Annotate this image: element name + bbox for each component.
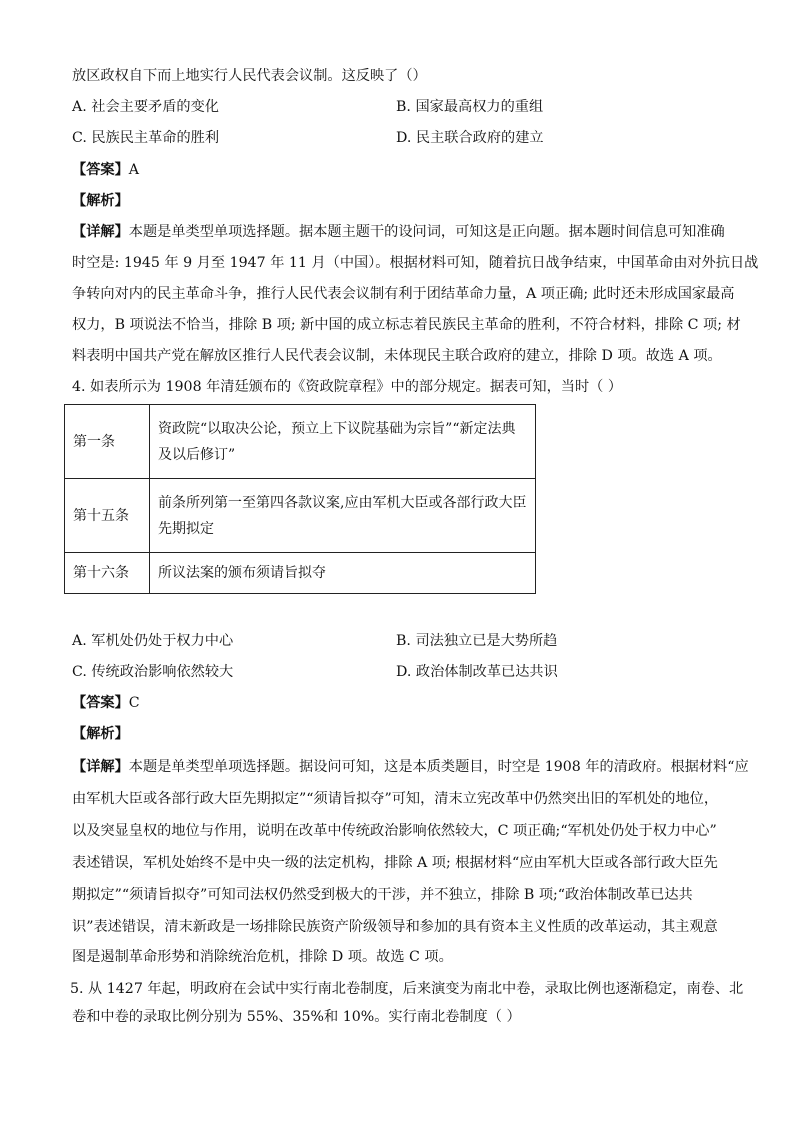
q3-answer-value: A [128, 162, 140, 178]
q5-stem-line-2: 卷和中卷的录取比例分别为 55%、35%和 10%。实行南北卷制度（ ） [72, 1009, 521, 1025]
q4-detail-line-7: 图是遏制革命形势和消除统治危机，排除 D 项。故选 C 项。 [72, 949, 453, 965]
q5-stem-line-1: 5. 从 1427 年起，明政府在会试中实行南北卷制度，后来演变为南北中卷，录取比例也逐渐稳定，南卷、北 [70, 981, 744, 997]
q4-stem: 4. 如表所示为 1908 年清廷颁布的《资政院章程》中的部分规定。据表可知，当时（ ） [72, 379, 623, 395]
q4-detail-line-3: 以及突显皇权的地位与作用，说明在改革中传统政治影响依然较大，C 项正确;“军机处仍处于权力中心” [72, 823, 717, 839]
q3-detail-tag: 【详解】 [72, 224, 129, 240]
table-row [65, 479, 536, 553]
q4-answer [72, 693, 140, 713]
q3-option-c: C. 民族民主革命的胜利 [72, 130, 220, 146]
table-cell-text: 资政院“以取决公论，预立上下议院基础为宗旨”“新定法典 及以后修订” [150, 405, 536, 479]
table-cell-article: 第十五条 [65, 479, 150, 553]
table-cell-article: 第十六条 [65, 553, 150, 594]
table-row [65, 405, 536, 479]
q4-option-a: A. 军机处仍处于权力中心 [72, 633, 234, 649]
q4-answer-tag: 【答案】 [72, 695, 129, 711]
q3-detail-line-4: 权力，B 项说法不恰当，排除 B 项; 新中国的成立标志着民族民主革命的胜利，不符合材料，排除 C 项; 材 [72, 317, 741, 333]
q3-detail-line-5: 料表明中国共产党在解放区推行人民代表会议制，未体现民主联合政府的建立，排除 D 项。故选 A 项。 [72, 348, 722, 364]
q4-detail-line-6: 识”表述错误，清末新政是一场排除民族资产阶级领导和参加的具有资本主义性质的改革运动，其主观意 [72, 919, 718, 935]
q4-option-b: B. 司法独立已是大势所趋 [396, 633, 558, 649]
q4-detail-line-4: 表述错误，军机处始终不是中央一级的法定机构，排除 A 项; 根据材料“应由军机大臣或各部行政大臣先 [72, 855, 718, 871]
q4-detail-tag: 【详解】 [72, 759, 129, 775]
q3-answer [72, 160, 139, 180]
table-cell-article: 第一条 [65, 405, 150, 479]
q3-detail-line-3: 争转向对内的民主革命斗争，推行人民代表会议制有利于团结革命力量，A 项正确; 此时还未形成国家最高 [72, 286, 735, 302]
q4-analysis-tag: 【解析】 [72, 726, 129, 742]
table-cell-text: 所议法案的颁布须请旨拟夺 [150, 553, 536, 594]
q4-detail-line-2: 由军机大臣或各部行政大臣先期拟定”“须请旨拟夺”可知，清末立宪改革中仍然突出旧的军机处的地位， [72, 791, 719, 807]
q4-answer-value: C [128, 695, 140, 711]
q4-option-c: C. 传统政治影响依然较大 [72, 664, 234, 680]
q3-option-d: D. 民主联合政府的建立 [396, 130, 544, 146]
q3-stem-tail: 放区政权自下而上地实行人民代表会议制。这反映了（） [72, 68, 427, 84]
table-cell-text: 前条所列第一至第四各款议案,应由军机大臣或各部行政大臣 先期拟定 [150, 479, 536, 553]
table-row [65, 553, 536, 594]
q4-detail-line-5: 期拟定”“须请旨拟夺”可知司法权仍然受到极大的干涉，并不独立，排除 B 项;“政治体制改革已达共 [72, 887, 693, 903]
q3-answer-tag: 【答案】 [72, 162, 129, 178]
q3-detail-line-2: 时空是: 1945 年 9 月至 1947 年 11 月（中国）。根据材料可知，随着抗日战争结束，中国革命由对外抗日战 [72, 255, 759, 271]
q4-option-d: D. 政治体制改革已达共识 [396, 664, 558, 680]
q3-detail-line-1: 【详解】本题是单类型单项选择题。据本题主题干的设问词，可知这是正向题。据本题时间信息可知准确 [72, 224, 725, 240]
q3-option-b: B. 国家最高权力的重组 [396, 99, 544, 115]
q3-option-a: A. 社会主要矛盾的变化 [72, 99, 219, 115]
q3-analysis-tag: 【解析】 [72, 193, 129, 209]
q4-rules-table [64, 404, 536, 594]
q4-detail-line-1: 【详解】本题是单类型单项选择题。据设问可知，这是本质类题目，时空是 1908 年的清政府。根据材料“应 [72, 759, 749, 775]
